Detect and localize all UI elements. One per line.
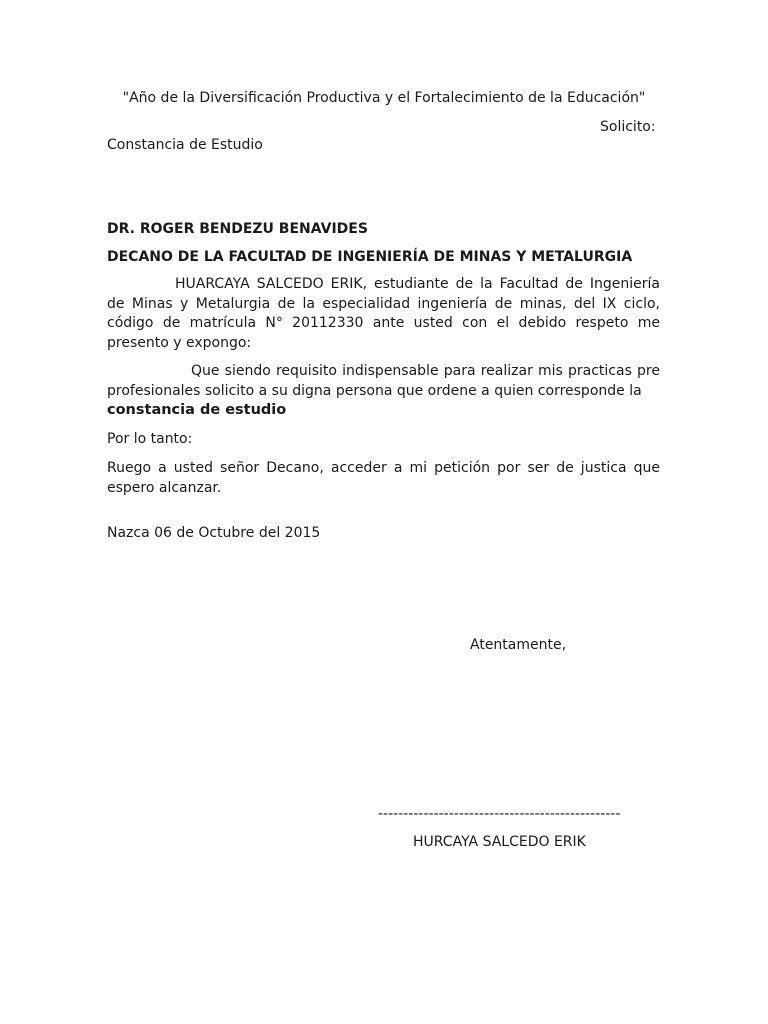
body-paragraph-1-text: HUARCAYA SALCEDO ERIK, estudiante de la Facultad de Ingeniería de Minas y Metalurgia de la especialidad ingeniería de minas, del IX ciclo, código de matrícula N° 20112330 ante usted con el debido respeto me presento y expongo: (107, 276, 660, 351)
date-line: Nazca 06 de Octubre del 2015 (107, 525, 321, 541)
recipient-name: DR. ROGER BENDEZU BENAVIDES (107, 221, 368, 237)
body-paragraph-3: Ruego a usted señor Decano, acceder a mi petición por ser de justica que espero alcanzar. (107, 460, 660, 496)
solicito-label: Solicito: (600, 119, 656, 135)
subject-line: Constancia de Estudio (107, 137, 263, 153)
signer-name: HURCAYA SALCEDO ERIK (413, 834, 586, 850)
recipient-title: DECANO DE LA FACULTAD DE INGENIERÍA DE MINAS Y METALURGIA (107, 249, 633, 265)
body-paragraph-2-text: Que siendo requisito indispensable para realizar mis practicas pre profesionales solicito a su digna persona que ordene a quien corresponde la (107, 363, 660, 399)
body-paragraph-1 (107, 275, 660, 353)
por-lo-tanto: Por lo tanto: (107, 431, 193, 447)
body-paragraph-2 (107, 362, 660, 421)
signature-line: ------------------------------------------------ (378, 806, 621, 822)
body-paragraph-2-bold: constancia de estudio (107, 402, 287, 418)
closing-line: Atentamente, (470, 637, 567, 653)
motto-line: "Año de la Diversificación Productiva y el Fortalecimiento de la Educación" (122, 90, 646, 106)
